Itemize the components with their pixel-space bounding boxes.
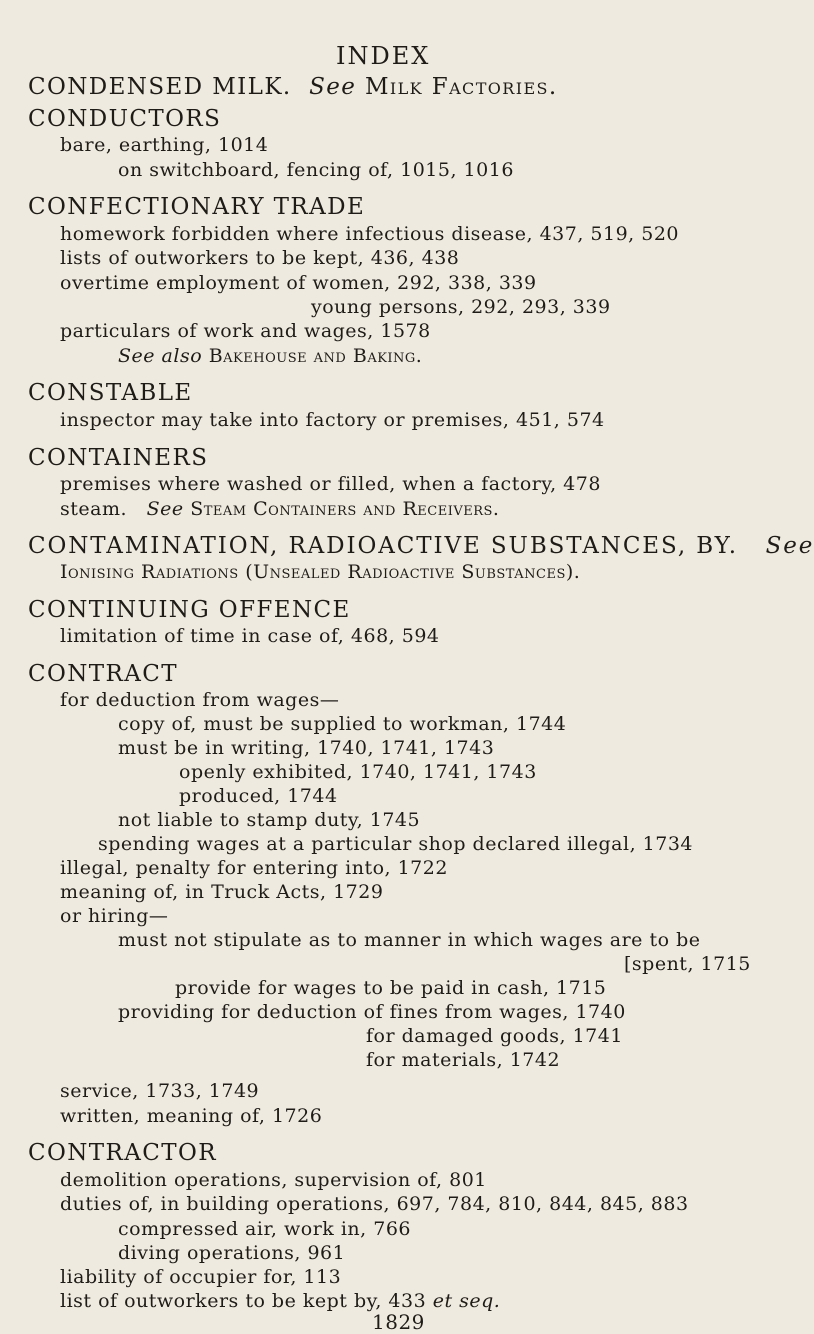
index-entry: providing for deduction of fines from wages, 1740: [118, 1001, 626, 1023]
heading-condensed-milk: CONDENSED MILK. See Milk Factories.: [28, 74, 558, 100]
index-entry: lists of outworkers to be kept, 436, 438: [60, 247, 460, 269]
heading-contamination: CONTAMINATION, RADIOACTIVE SUBSTANCES, BY. See: [28, 533, 814, 559]
index-entry: produced, 1744: [179, 785, 338, 807]
index-entry: inspector may take into factory or premises, 451, 574: [60, 409, 605, 431]
index-entry: spending wages at a particular shop declared illegal, 1734: [98, 833, 694, 855]
see-reference: Ionising Radiations (Unsealed Radioactive Substances).: [60, 561, 581, 583]
index-entry: openly exhibited, 1740, 1741, 1743: [179, 761, 537, 783]
see-also-reference: See also Bakehouse and Baking.: [118, 345, 423, 367]
index-entry: illegal, penalty for entering into, 1722: [60, 857, 448, 879]
heading-contractor: CONTRACTOR: [28, 1140, 217, 1166]
see-reference: steam. See Steam Containers and Receivers.: [60, 498, 500, 520]
index-entry: young persons, 292, 293, 339: [311, 296, 611, 318]
heading-confectionary-trade: CONFECTIONARY TRADE: [28, 194, 366, 220]
index-entry: demolition operations, supervision of, 801: [60, 1169, 487, 1191]
page-number: 1829: [372, 1310, 425, 1334]
index-entry: diving operations, 961: [118, 1242, 346, 1264]
heading-conductors: CONDUCTORS: [28, 106, 222, 132]
index-entry: for materials, 1742: [366, 1049, 561, 1071]
index-entry: premises where washed or filled, when a factory, 478: [60, 473, 601, 495]
index-entry: must be in writing, 1740, 1741, 1743: [118, 737, 495, 759]
heading-contract: CONTRACT: [28, 661, 178, 687]
index-entry: written, meaning of, 1726: [60, 1105, 323, 1127]
index-entry: must not stipulate as to manner in which wages are to be: [118, 929, 701, 951]
index-entry: on switchboard, fencing of, 1015, 1016: [118, 159, 514, 181]
index-entry: bare, earthing, 1014: [60, 134, 269, 156]
index-entry: service, 1733, 1749: [60, 1080, 260, 1102]
index-entry: homework forbidden where infectious disease, 437, 519, 520: [60, 223, 680, 245]
index-entry: duties of, in building operations, 697, 784, 810, 844, 845, 883: [60, 1193, 689, 1215]
index-entry: particulars of work and wages, 1578: [60, 320, 431, 342]
index-entry: for damaged goods, 1741: [366, 1025, 623, 1047]
index-entry: liability of occupier for, 113: [60, 1266, 342, 1288]
index-entry: for deduction from wages—: [60, 689, 340, 711]
index-entry-continuation: [spent, 1715: [624, 953, 751, 975]
index-entry: compressed air, work in, 766: [118, 1218, 412, 1240]
heading-constable: CONSTABLE: [28, 380, 193, 406]
index-entry: not liable to stamp duty, 1745: [118, 809, 421, 831]
index-entry: overtime employment of women, 292, 338, 339: [60, 272, 537, 294]
index-entry: or hiring—: [60, 905, 169, 927]
heading-containers: CONTAINERS: [28, 445, 209, 471]
index-entry: meaning of, in Truck Acts, 1729: [60, 881, 384, 903]
index-entry: list of outworkers to be kept by, 433 et seq.: [60, 1290, 501, 1312]
index-entry: provide for wages to be paid in cash, 1715: [175, 977, 607, 999]
index-entry: copy of, must be supplied to workman, 1744: [118, 713, 567, 735]
heading-continuing-offence: CONTINUING OFFENCE: [28, 597, 351, 623]
index-entry: limitation of time in case of, 468, 594: [60, 625, 440, 647]
page-title: INDEX: [336, 42, 431, 70]
